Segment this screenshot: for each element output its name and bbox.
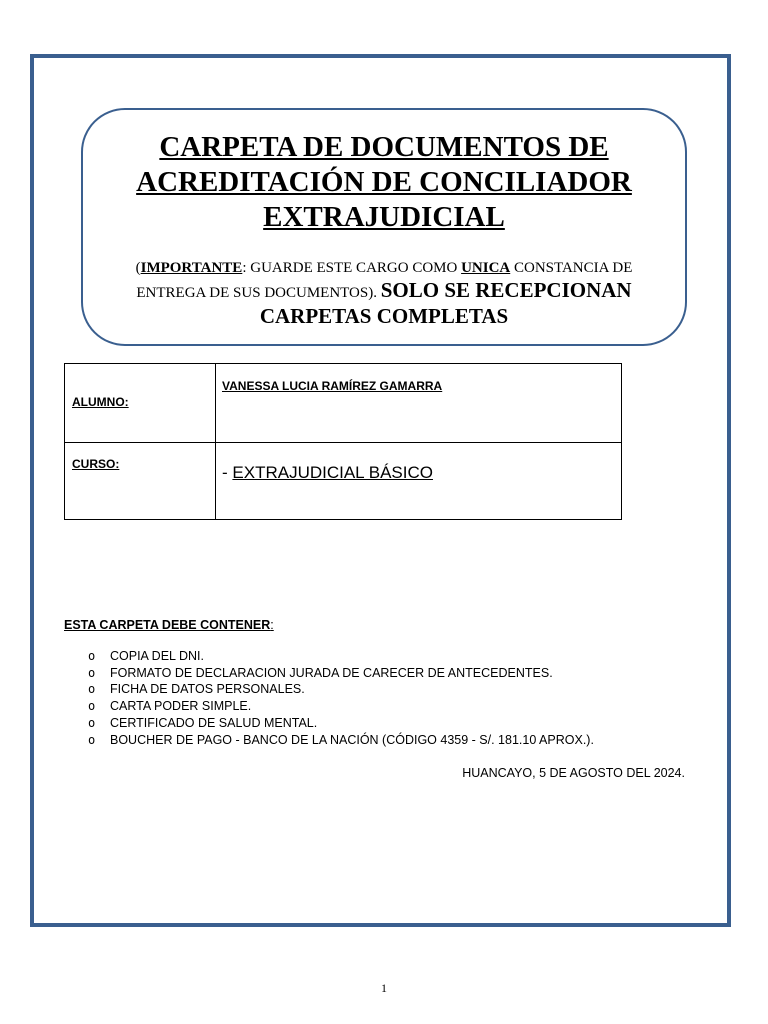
student-label: ALUMNO:	[65, 364, 216, 443]
note-important: IMPORTANTE	[140, 260, 243, 276]
list-item-text: BOUCHER DE PAGO - BANCO DE LA NACIÓN (CÓDIGO 4359 - S/. 181.10 APROX.).	[110, 732, 594, 747]
note-part2: CONSTANCIA DE ENTREGA DE SUS DOCUMENTOS).	[136, 260, 633, 301]
list-item	[88, 681, 594, 698]
list-item	[88, 715, 594, 732]
bullet-icon: o	[88, 682, 96, 697]
contents-heading-colon: :	[270, 618, 274, 632]
bullet-icon: o	[88, 699, 96, 714]
note-unica: UNICA	[461, 260, 511, 276]
list-item	[88, 732, 594, 749]
student-name: VANESSA LUCIA RAMÍREZ GAMARRA	[216, 364, 622, 443]
note-part1: : GUARDE ESTE CARGO COMO	[242, 260, 462, 276]
bullet-icon: o	[88, 649, 96, 663]
list-item-text: COPIA DEL DNI.	[110, 649, 205, 663]
document-title: CARPETA DE DOCUMENTOS DE ACREDITACIÓN DE CONCILIADOR EXTRAJUDICIAL	[136, 131, 632, 233]
course-prefix: -	[222, 463, 233, 482]
title-box	[81, 108, 687, 346]
place-date: HUANCAYO, 5 DE AGOSTO DEL 2024.	[462, 766, 685, 780]
contents-heading	[64, 618, 274, 632]
bullet-icon: o	[88, 715, 96, 730]
list-item-text: CARTA PODER SIMPLE.	[110, 699, 252, 714]
course-cell	[216, 443, 622, 520]
course-name: EXTRAJUDICIAL BÁSICO	[232, 463, 433, 482]
important-note	[113, 257, 655, 328]
bullet-icon: o	[88, 732, 96, 747]
bullet-icon: o	[88, 665, 96, 680]
note-open-paren: (	[135, 260, 141, 276]
list-item	[88, 698, 594, 715]
page-number: 1	[381, 981, 387, 995]
table-row	[65, 443, 622, 520]
table-row	[65, 364, 622, 443]
list-item-text: FORMATO DE DECLARACION JURADA DE CARECER DE ANTECEDENTES.	[110, 665, 553, 680]
list-item	[88, 665, 594, 682]
contents-list	[88, 648, 594, 748]
note-emphasis-2: CARPETAS COMPLETAS	[259, 304, 509, 328]
list-item	[88, 648, 594, 665]
list-item-text: CERTIFICADO DE SALUD MENTAL.	[110, 715, 318, 730]
note-emphasis-1: SOLO SE RECEPCIONAN	[380, 278, 632, 302]
contents-heading-text: ESTA CARPETA DEBE CONTENER	[64, 618, 271, 632]
list-item-text: FICHA DE DATOS PERSONALES.	[110, 682, 305, 697]
student-info-table	[64, 363, 622, 520]
course-label: CURSO:	[65, 443, 216, 520]
